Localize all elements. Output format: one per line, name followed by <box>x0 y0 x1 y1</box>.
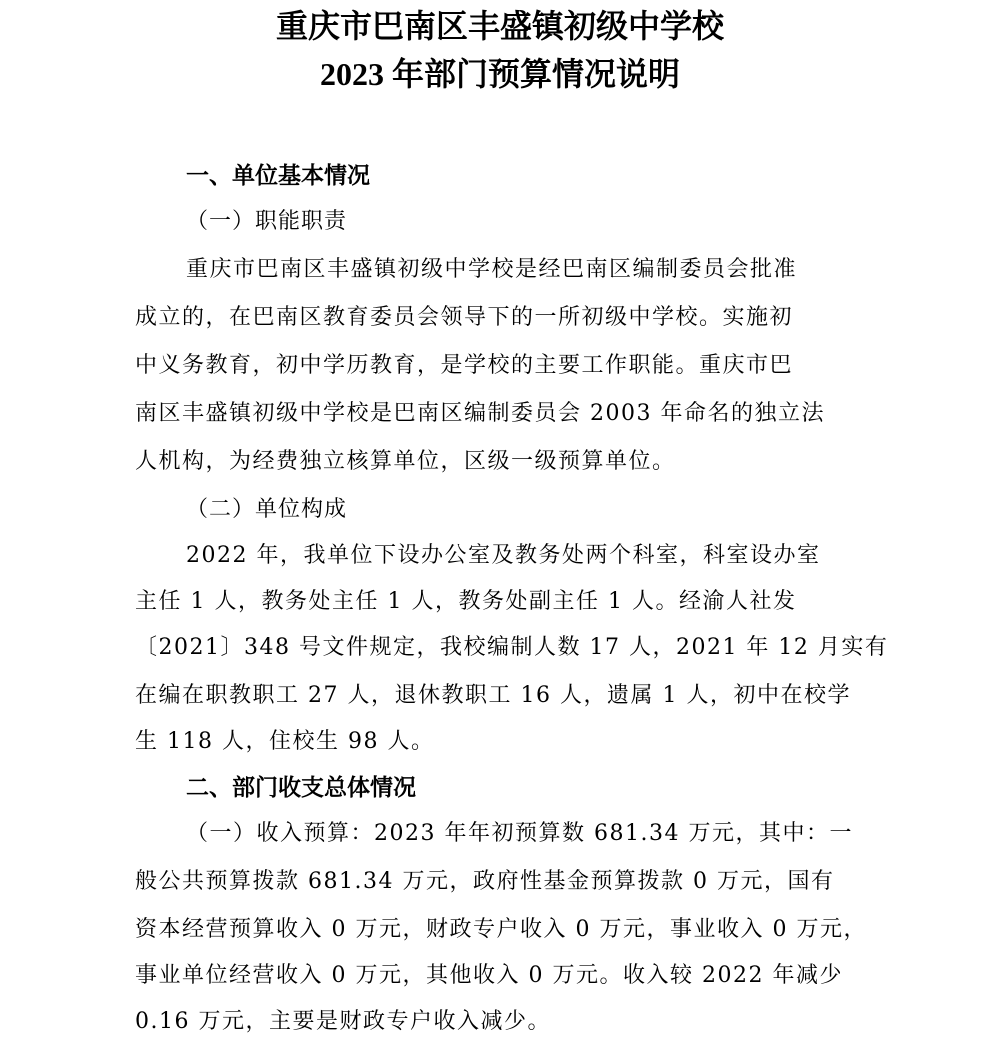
section-heading-budget-overview: 二、部门收支总体情况 <box>186 774 416 801</box>
subsection-heading-structure: （二）单位构成 <box>186 497 348 522</box>
paragraph-line: 中义务教育，初中学历教育，是学校的主要工作职能。重庆市巴 <box>135 353 794 378</box>
document-subtitle: 2023 年部门预算情况说明 <box>319 56 680 92</box>
paragraph-line: 人机构，为经费独立核算单位，区级一级预算单位。 <box>135 449 676 474</box>
paragraph-line: 主任 1 人，教务处主任 1 人，教务处副主任 1 人。经渝人社发 <box>135 589 797 614</box>
paragraph-line: 事业单位经营收入 0 万元，其他收入 0 万元。收入较 2022 年减少 <box>135 963 843 988</box>
paragraph-line: 成立的，在巴南区教育委员会领导下的一所初级中学校。实施初 <box>135 305 794 330</box>
paragraph-line: 〔2021〕348 号文件规定，我校编制人数 17 人，2021 年 12 月实有 <box>135 635 889 660</box>
paragraph-line: 重庆市巴南区丰盛镇初级中学校是经巴南区编制委员会批准 <box>186 257 798 282</box>
section-heading-basic-info: 一、单位基本情况 <box>186 162 370 189</box>
paragraph-line: 生 118 人，住校生 98 人。 <box>135 729 435 754</box>
paragraph-line: 2022 年，我单位下设办公室及教务处两个科室，科室设办室 <box>186 543 821 568</box>
document-title: 重庆市巴南区丰盛镇初级中学校 <box>275 7 724 45</box>
paragraph-line: 0.16 万元，主要是财政专户收入减少。 <box>135 1009 551 1034</box>
subsection-heading-duties: （一）职能职责 <box>186 209 348 234</box>
paragraph-line: 资本经营预算收入 0 万元，财政专户收入 0 万元，事业收入 0 万元， <box>135 917 867 942</box>
paragraph-line: （一）收入预算：2023 年年初预算数 681.34 万元，其中：一 <box>186 821 853 846</box>
paragraph-line: 在编在职教职工 27 人，退休教职工 16 人，遗属 1 人，初中在校学 <box>135 683 851 708</box>
paragraph-line: 南区丰盛镇初级中学校是巴南区编制委员会 2003 年命名的独立法 <box>135 401 825 426</box>
paragraph-line: 般公共预算拨款 681.34 万元，政府性基金预算拨款 0 万元，国有 <box>135 869 835 894</box>
